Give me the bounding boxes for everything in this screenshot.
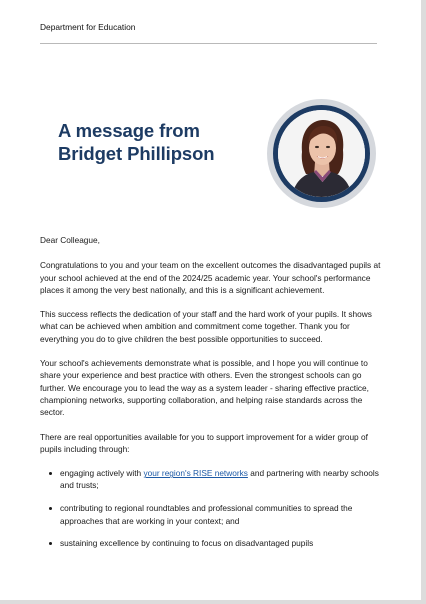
bullet-icon <box>49 507 52 510</box>
vertical-scrollbar[interactable] <box>421 0 426 604</box>
list-item <box>49 467 385 492</box>
bullet-icon <box>49 542 52 545</box>
portrait-photo <box>278 110 365 197</box>
paragraph-2: This success reflects the dedication of your staff and the hard work of your pupils. It shows what can be achieved when ambition and commitment come together. Thank you for everything you do to give children the best possible opportunities to succeed. <box>40 309 372 344</box>
list-item-text: sustaining excellence by continuing to focus on disadvantaged pupils <box>60 538 314 549</box>
list-item <box>49 537 385 549</box>
list-item-text: engaging actively with <box>60 468 144 479</box>
letter-body <box>40 234 385 560</box>
list-item-text: and partnering with nearby schools and trusts; <box>60 468 379 491</box>
paragraph-1: Congratulations to you and your team on the excellent outcomes the disadvantaged pupils at your school achieved at the end of the 2024/25 academic year. Your school's performance places it among the very best nationally, and this is a significant achievement. <box>40 260 381 295</box>
paragraph-4: There are real opportunities available for you to support improvement for a wider group of pupils including through: <box>40 431 368 454</box>
portrait-ring <box>273 105 370 202</box>
portrait-illustration <box>278 110 365 197</box>
bullet-icon <box>49 472 52 475</box>
rise-networks-link[interactable]: your region's RISE networks <box>143 468 248 479</box>
list-item <box>49 502 385 527</box>
page-title <box>58 119 258 165</box>
horizontal-scrollbar[interactable] <box>0 600 426 604</box>
letter-greeting: Dear Colleague, <box>40 235 100 245</box>
department-name: Department for Education <box>40 22 136 32</box>
opportunities-list <box>49 467 385 549</box>
portrait-frame <box>267 99 376 208</box>
paragraph-3: Your school's achievements demonstrate what is possible, and I hope you will continue to share your experience and best practice with others. Even the strongest schools can go further. We encourage you to lead the way as a system leader - sharing effective practice, championing networks, supporting collaboration, and helping raise standards across the sector. <box>40 358 369 418</box>
headline-line-1: A message from <box>58 120 200 141</box>
list-item-text: contributing to regional roundtables and professional communities to spread the approaches that are working in your context; and <box>60 503 353 526</box>
headline-line-2: Bridget Phillipson <box>58 143 215 164</box>
header-divider <box>40 43 377 44</box>
